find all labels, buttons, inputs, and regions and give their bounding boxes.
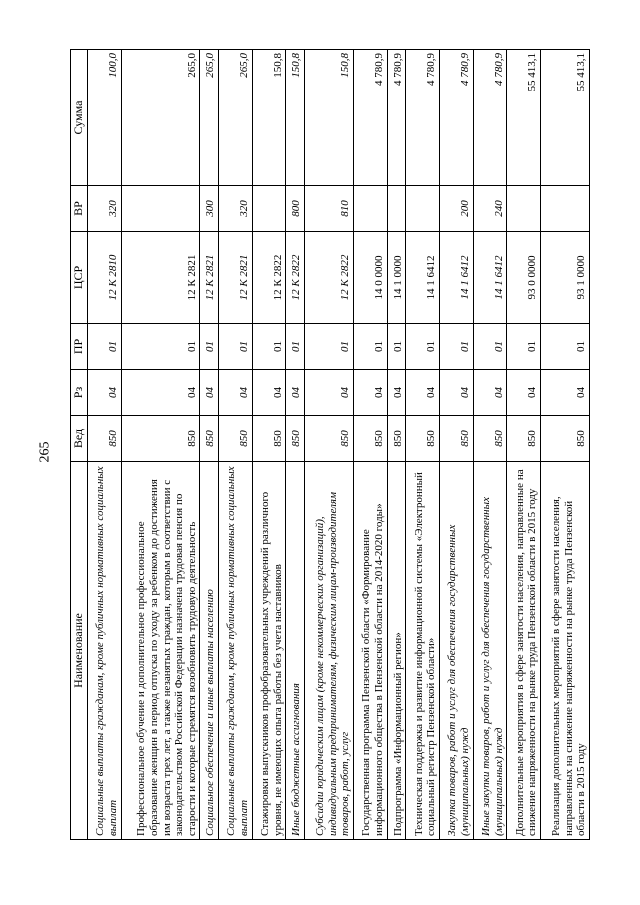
cell-sum: 4 780,9 bbox=[473, 50, 507, 186]
rotated-table-container bbox=[70, 50, 590, 840]
cell-rz: 04 bbox=[406, 370, 440, 416]
cell-sum: 55 413,1 bbox=[541, 50, 590, 186]
cell-name: Социальное обеспечение и иные выплаты населению bbox=[200, 462, 219, 840]
cell-sum: 4 780,9 bbox=[387, 50, 406, 186]
cell-rz: 04 bbox=[305, 370, 354, 416]
table-body bbox=[87, 50, 589, 840]
cell-vr bbox=[353, 186, 387, 232]
cell-ved: 850 bbox=[387, 416, 406, 462]
cell-pr: 01 bbox=[286, 324, 305, 370]
cell-name: Стажировки выпускников профобразовательных учреждений различного уровня, не имеющих опыта работы без учета наставников bbox=[252, 462, 286, 840]
cell-pr: 01 bbox=[473, 324, 507, 370]
cell-rz: 04 bbox=[387, 370, 406, 416]
cell-rz: 04 bbox=[219, 370, 253, 416]
cell-csr: 12 К 2821 bbox=[121, 232, 200, 324]
cell-ved: 850 bbox=[200, 416, 219, 462]
cell-rz: 04 bbox=[121, 370, 200, 416]
cell-pr: 01 bbox=[252, 324, 286, 370]
budget-table bbox=[70, 49, 590, 840]
header-csr: ЦСР bbox=[71, 232, 88, 324]
cell-pr: 01 bbox=[200, 324, 219, 370]
cell-ved: 850 bbox=[87, 416, 121, 462]
table-row bbox=[219, 50, 253, 840]
cell-ved: 850 bbox=[286, 416, 305, 462]
cell-csr: 14 1 6412 bbox=[439, 232, 473, 324]
cell-ved: 850 bbox=[541, 416, 590, 462]
cell-ved: 850 bbox=[406, 416, 440, 462]
cell-rz: 04 bbox=[252, 370, 286, 416]
table-row bbox=[353, 50, 387, 840]
cell-pr: 01 bbox=[406, 324, 440, 370]
cell-rz: 04 bbox=[87, 370, 121, 416]
cell-pr: 01 bbox=[387, 324, 406, 370]
table-row bbox=[406, 50, 440, 840]
cell-pr: 01 bbox=[507, 324, 541, 370]
cell-name: Реализация дополнительных мероприятий в сфере занятости населения, направленных на снижение напряженности на рынке труда Пензенской области в 2015 году bbox=[541, 462, 590, 840]
header-sum: Сумма bbox=[71, 50, 88, 186]
header-pr: ПР bbox=[71, 324, 88, 370]
cell-name: Подпрограмма «Информационный регион» bbox=[387, 462, 406, 840]
table-row bbox=[439, 50, 473, 840]
cell-pr: 01 bbox=[219, 324, 253, 370]
cell-ved: 850 bbox=[219, 416, 253, 462]
cell-name: Дополнительные мероприятия в сфере занятости населения, направленные на снижение напряженности на рынке труда Пензенской области в 2015 году bbox=[507, 462, 541, 840]
cell-ved: 850 bbox=[473, 416, 507, 462]
cell-sum: 150,8 bbox=[252, 50, 286, 186]
header-ved: Вед bbox=[71, 416, 88, 462]
cell-pr: 01 bbox=[121, 324, 200, 370]
cell-vr bbox=[387, 186, 406, 232]
cell-ved: 850 bbox=[353, 416, 387, 462]
table-row bbox=[252, 50, 286, 840]
cell-rz: 04 bbox=[353, 370, 387, 416]
cell-vr: 200 bbox=[439, 186, 473, 232]
cell-rz: 04 bbox=[200, 370, 219, 416]
cell-csr: 12 К 2822 bbox=[286, 232, 305, 324]
cell-name: Техническая поддержка и развитие информационной системы «Электронный социальный регистр Пензенской области» bbox=[406, 462, 440, 840]
cell-pr: 01 bbox=[87, 324, 121, 370]
table-row bbox=[121, 50, 200, 840]
cell-vr: 240 bbox=[473, 186, 507, 232]
cell-ved: 850 bbox=[305, 416, 354, 462]
cell-sum: 4 780,9 bbox=[439, 50, 473, 186]
cell-pr: 01 bbox=[541, 324, 590, 370]
table-row bbox=[200, 50, 219, 840]
cell-rz: 04 bbox=[473, 370, 507, 416]
cell-vr bbox=[507, 186, 541, 232]
cell-csr: 14 1 6412 bbox=[473, 232, 507, 324]
cell-rz: 04 bbox=[541, 370, 590, 416]
cell-csr: 12 К 2810 bbox=[87, 232, 121, 324]
cell-sum: 100,0 bbox=[87, 50, 121, 186]
cell-csr: 93 0 0000 bbox=[507, 232, 541, 324]
header-row bbox=[71, 50, 88, 840]
cell-vr: 320 bbox=[219, 186, 253, 232]
cell-csr: 14 1 0000 bbox=[387, 232, 406, 324]
cell-csr: 12 К 2821 bbox=[219, 232, 253, 324]
cell-rz: 04 bbox=[286, 370, 305, 416]
cell-pr: 01 bbox=[353, 324, 387, 370]
cell-vr bbox=[252, 186, 286, 232]
cell-csr: 12 К 2822 bbox=[252, 232, 286, 324]
table-row bbox=[507, 50, 541, 840]
header-vr: ВР bbox=[71, 186, 88, 232]
table-row bbox=[387, 50, 406, 840]
cell-vr bbox=[541, 186, 590, 232]
cell-ved: 850 bbox=[507, 416, 541, 462]
cell-sum: 150,8 bbox=[286, 50, 305, 186]
cell-rz: 04 bbox=[507, 370, 541, 416]
cell-vr bbox=[121, 186, 200, 232]
cell-vr: 800 bbox=[286, 186, 305, 232]
cell-csr: 14 0 0000 bbox=[353, 232, 387, 324]
cell-name: Государственная программа Пензенской области «Формирование информационного общества в Пензенской области на 2014-2020 годы» bbox=[353, 462, 387, 840]
cell-sum: 4 780,9 bbox=[353, 50, 387, 186]
cell-name: Субсидии юридическим лицам (кроме некоммерческих организаций), индивидуальным предпринимателям, физическим лицам-производителям товаров, работ, услуг bbox=[305, 462, 354, 840]
table-header bbox=[71, 50, 88, 840]
table-row bbox=[541, 50, 590, 840]
cell-csr: 93 1 0000 bbox=[541, 232, 590, 324]
cell-pr: 01 bbox=[439, 324, 473, 370]
header-rz: Рз bbox=[71, 370, 88, 416]
header-name: Наименование bbox=[71, 462, 88, 840]
cell-ved: 850 bbox=[121, 416, 200, 462]
cell-csr: 12 К 2821 bbox=[200, 232, 219, 324]
table-row bbox=[305, 50, 354, 840]
cell-sum: 265,0 bbox=[200, 50, 219, 186]
table-row bbox=[87, 50, 121, 840]
cell-name: Социальные выплаты гражданам, кроме публичных нормативных социальных выплат bbox=[87, 462, 121, 840]
cell-name: Профессиональное обучение и дополнительное профессиональное образование женщин в период отпуска по уходу за ребенком до достижения им возраста трех лет, а также незанятых граждан, которым в соответствии с законодательством Российской Федерации назначена трудовая пенсия по старости и которые стремятся возобновить трудовую деятельность bbox=[121, 462, 200, 840]
cell-rz: 04 bbox=[439, 370, 473, 416]
cell-vr: 320 bbox=[87, 186, 121, 232]
cell-vr: 300 bbox=[200, 186, 219, 232]
cell-name: Закупка товаров, работ и услуг для обеспечения государственных (муниципальных) нужд bbox=[439, 462, 473, 840]
cell-name: Иные бюджетные ассигнования bbox=[286, 462, 305, 840]
cell-name: Социальные выплаты гражданам, кроме публичных нормативных социальных выплат bbox=[219, 462, 253, 840]
cell-ved: 850 bbox=[439, 416, 473, 462]
cell-ved: 850 bbox=[252, 416, 286, 462]
cell-sum: 4 780,9 bbox=[406, 50, 440, 186]
cell-pr: 01 bbox=[305, 324, 354, 370]
cell-sum: 55 413,1 bbox=[507, 50, 541, 186]
table-row bbox=[473, 50, 507, 840]
table-row bbox=[286, 50, 305, 840]
cell-vr bbox=[406, 186, 440, 232]
cell-csr: 12 К 2822 bbox=[305, 232, 354, 324]
cell-csr: 14 1 6412 bbox=[406, 232, 440, 324]
page-number: 265 bbox=[37, 441, 52, 463]
cell-sum: 265,0 bbox=[219, 50, 253, 186]
cell-sum: 150,8 bbox=[305, 50, 354, 186]
cell-vr: 810 bbox=[305, 186, 354, 232]
cell-sum: 265,0 bbox=[121, 50, 200, 186]
cell-name: Иные закупки товаров, работ и услуг для обеспечения государственных (муниципальных) нужд bbox=[473, 462, 507, 840]
